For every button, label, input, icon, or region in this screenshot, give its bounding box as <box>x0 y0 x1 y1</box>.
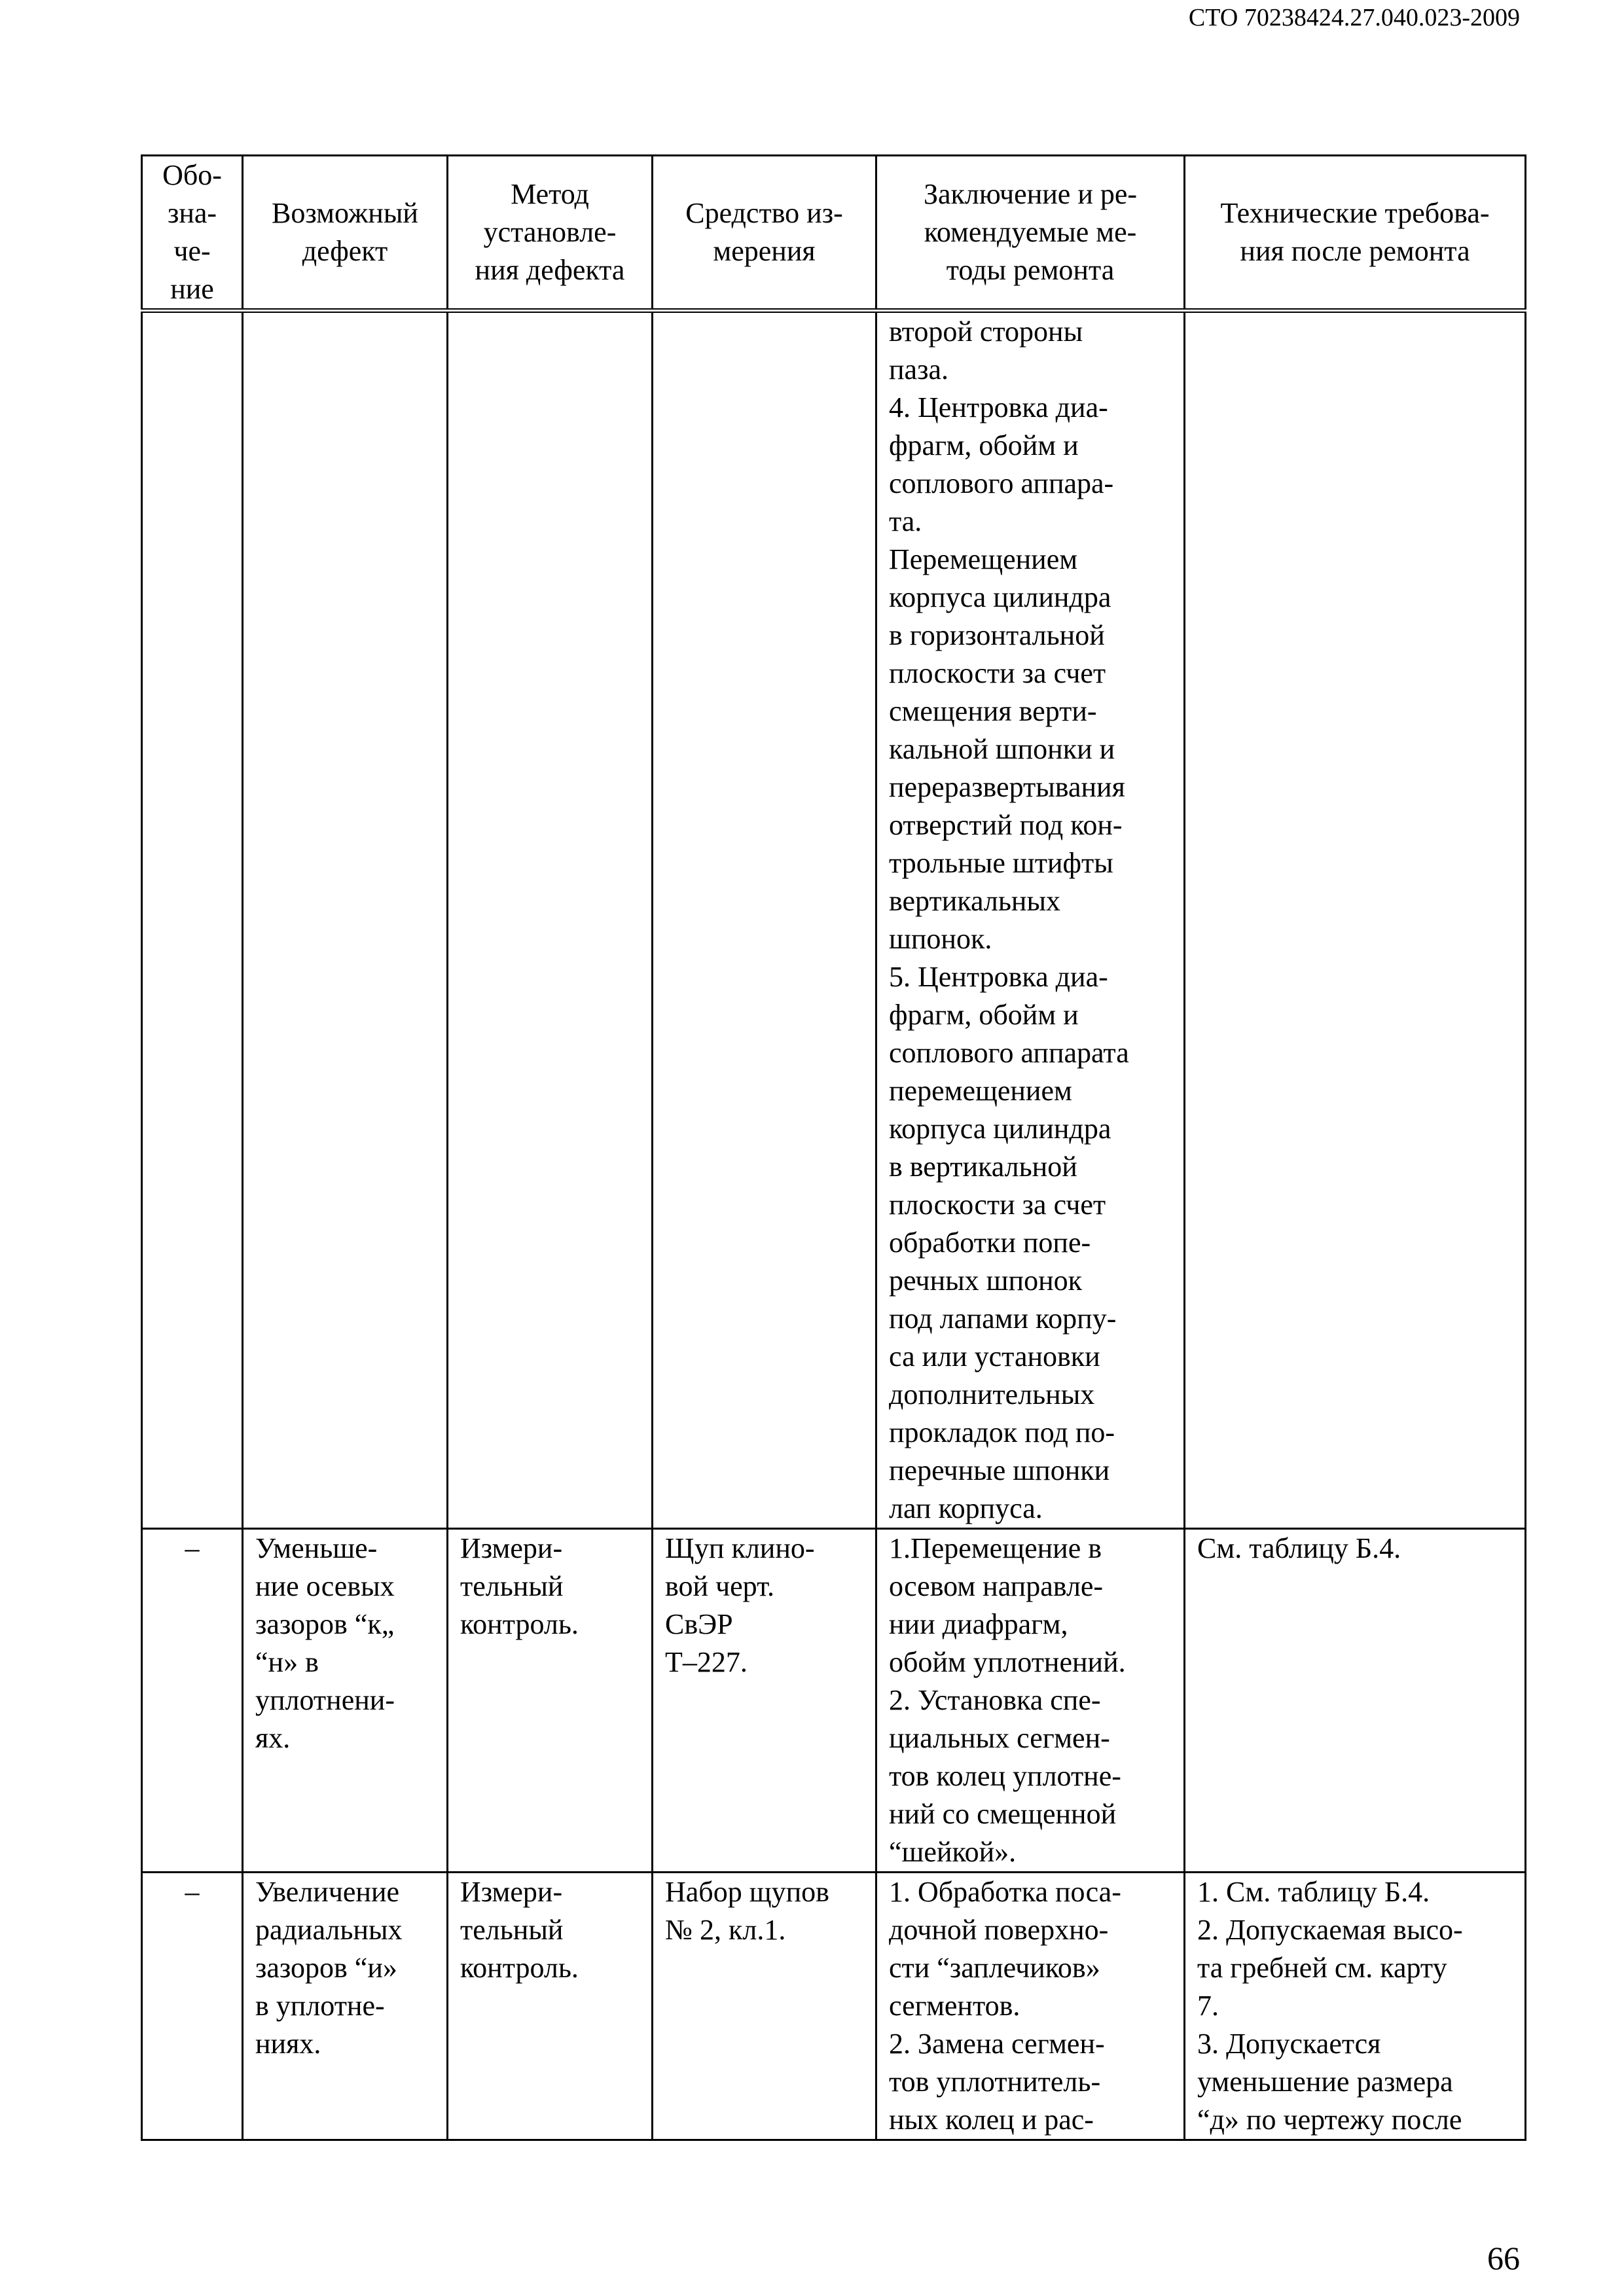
cell-line: 4. Центровка диа- <box>889 391 1108 423</box>
cell-requirements <box>1185 311 1526 1529</box>
header-designation <box>142 156 243 311</box>
cell-line: че- <box>173 235 211 267</box>
header-instrument <box>653 156 876 311</box>
cell-line: Технические требова- <box>1220 197 1490 229</box>
cell-line: трольные штифты <box>889 847 1113 879</box>
cell-method <box>448 1873 653 2140</box>
cell-line: фрагм, обойм и <box>889 999 1079 1031</box>
cell-line: радиальных <box>255 1914 403 1946</box>
cell-line: корпуса цилиндра <box>889 1113 1111 1145</box>
cell-line: уменьшение размера <box>1197 2066 1453 2098</box>
cell-designation <box>142 1873 243 2140</box>
table-row <box>142 311 1526 1529</box>
header-repair <box>876 156 1185 311</box>
cell-line: под лапами корпу- <box>889 1302 1117 1335</box>
cell-line: в уплотне- <box>255 1990 385 2022</box>
cell-line: зна- <box>167 197 217 229</box>
table-row <box>142 1529 1526 1873</box>
cell-line: фрагм, обойм и <box>889 429 1079 461</box>
cell-line: дочной поверхно- <box>889 1914 1109 1946</box>
cell-defect <box>243 1529 448 1873</box>
cell-line: Перемещением <box>889 543 1078 575</box>
cell-line: тельный <box>460 1570 564 1602</box>
cell-line: ний со смещенной <box>889 1798 1117 1830</box>
cell-line: в вертикальной <box>889 1151 1077 1183</box>
table-row <box>142 1873 1526 2140</box>
cell-instrument <box>653 311 876 1529</box>
cell-line: ние <box>170 273 214 305</box>
cell-line: сегментов. <box>889 1990 1020 2022</box>
cell-line: 1. Обработка поса- <box>889 1876 1121 1908</box>
cell-line: зазоров “и» <box>255 1952 397 1984</box>
cell-line: 2. Установка спе- <box>889 1684 1101 1716</box>
cell-line: смещения верти- <box>889 695 1097 727</box>
cell-line: “н» в <box>255 1646 319 1678</box>
table-header <box>142 156 1526 311</box>
cell-line: комендуемые ме- <box>924 216 1137 248</box>
document-code: СТО 70238424.27.040.023-2009 <box>1188 4 1520 31</box>
cell-line: ние осевых <box>255 1570 395 1602</box>
cell-designation <box>142 1529 243 1873</box>
cell-line: зазоров “к„ <box>255 1608 395 1640</box>
cell-line: циальных сегмен- <box>889 1722 1110 1754</box>
cell-line: 2. Замена сегмен- <box>889 2028 1105 2060</box>
cell-line: ния после ремонта <box>1240 235 1470 267</box>
cell-line: Т–227. <box>665 1646 748 1678</box>
cell-line: Средство из- <box>685 197 843 229</box>
cell-line: отверстий под кон- <box>889 809 1123 841</box>
cell-line: та гребней см. карту <box>1197 1952 1447 1984</box>
cell-line: Обо- <box>162 159 222 191</box>
cell-line: тельный <box>460 1914 564 1946</box>
header-requirements <box>1185 156 1526 311</box>
cell-line: СвЭР <box>665 1608 733 1640</box>
cell-line: переразвертывания <box>889 771 1125 803</box>
cell-line: “шейкой». <box>889 1836 1017 1868</box>
cell-line: тов уплотнитель- <box>889 2066 1101 2098</box>
cell-line: плоскости за счет <box>889 657 1106 689</box>
cell-line: осевом направле- <box>889 1570 1104 1602</box>
cell-line: Набор щупов <box>665 1876 829 1908</box>
header-defect <box>243 156 448 311</box>
cell-method <box>448 1529 653 1873</box>
cell-method <box>448 311 653 1529</box>
cell-line: корпуса цилиндра <box>889 581 1111 613</box>
cell-line: тов колец уплотне- <box>889 1760 1121 1792</box>
cell-line: нии диафрагм, <box>889 1608 1068 1640</box>
cell-line: шпонок. <box>889 923 992 955</box>
cell-line: Метод <box>511 178 589 210</box>
cell-line: “д» по чертежу после <box>1197 2104 1462 2136</box>
cell-line: дефект <box>302 235 388 267</box>
cell-requirements <box>1185 1529 1526 1873</box>
cell-line: кальной шпонки и <box>889 733 1115 765</box>
cell-line: 1.Перемещение в <box>889 1532 1102 1564</box>
cell-line: второй стороны <box>889 315 1083 348</box>
cell-line: Щуп клино- <box>665 1532 815 1564</box>
cell-line: лап корпуса. <box>889 1492 1043 1524</box>
cell-line: ниях. <box>255 2028 321 2060</box>
cell-line: 2. Допускаемая высо- <box>1197 1914 1463 1946</box>
cell-defect <box>243 311 448 1529</box>
cell-line: 1. См. таблицу Б.4. <box>1197 1876 1430 1908</box>
cell-line: сти “заплечиков» <box>889 1952 1100 1984</box>
cell-instrument <box>653 1873 876 2140</box>
cell-defect <box>243 1873 448 2140</box>
cell-line: мерения <box>713 235 816 267</box>
cell-line: вой черт. <box>665 1570 775 1602</box>
cell-line: Заключение и ре- <box>923 178 1138 210</box>
cell-line: См. таблицу Б.4. <box>1197 1532 1401 1564</box>
cell-line: та. <box>889 505 922 537</box>
cell-line: Измери- <box>460 1876 563 1908</box>
cell-line: перемещением <box>889 1075 1072 1107</box>
header-method <box>448 156 653 311</box>
cell-line: контроль. <box>460 1608 579 1640</box>
cell-instrument <box>653 1529 876 1873</box>
cell-line: контроль. <box>460 1952 579 1984</box>
cell-repair <box>876 1529 1185 1873</box>
cell-line: са или установки <box>889 1340 1100 1372</box>
cell-line: 7. <box>1197 1990 1219 2022</box>
cell-requirements <box>1185 1873 1526 2140</box>
cell-line: соплового аппара- <box>889 467 1114 499</box>
cell-line: Уменьше- <box>255 1532 378 1564</box>
cell-line: речных шпонок <box>889 1265 1083 1297</box>
cell-line: тоды ремонта <box>946 254 1115 286</box>
cell-line: в горизонтальной <box>889 619 1105 651</box>
cell-line: – <box>185 1876 200 1908</box>
cell-line: ных колец и рас- <box>889 2104 1094 2136</box>
cell-line: перечные шпонки <box>889 1454 1110 1486</box>
cell-line: обойм уплотнений. <box>889 1646 1126 1678</box>
cell-line: плоскости за счет <box>889 1189 1106 1221</box>
table-body <box>142 311 1526 2140</box>
cell-line: – <box>185 1532 200 1564</box>
cell-line: Увеличение <box>255 1876 400 1908</box>
cell-repair <box>876 1873 1185 2140</box>
cell-line: уплотнени- <box>255 1684 395 1716</box>
cell-line: ях. <box>255 1722 291 1754</box>
cell-line: Измери- <box>460 1532 563 1564</box>
cell-line: соплового аппарата <box>889 1037 1129 1069</box>
page-number: 66 <box>1487 2240 1520 2276</box>
cell-line: 5. Центровка диа- <box>889 961 1108 993</box>
cell-line: № 2, кл.1. <box>665 1914 786 1946</box>
header-row <box>142 156 1526 311</box>
cell-line: установле- <box>483 216 617 248</box>
cell-line: обработки попе- <box>889 1227 1091 1259</box>
cell-line: прокладок под по- <box>889 1416 1115 1448</box>
cell-line: 3. Допускается <box>1197 2028 1381 2060</box>
cell-repair <box>876 311 1185 1529</box>
cell-line: вертикальных <box>889 885 1061 917</box>
cell-line: паза. <box>889 353 948 386</box>
defect-table <box>141 154 1526 2141</box>
cell-designation <box>142 311 243 1529</box>
cell-line: ния дефекта <box>475 254 625 286</box>
cell-line: дополнительных <box>889 1378 1095 1410</box>
cell-line: Возможный <box>272 197 418 229</box>
